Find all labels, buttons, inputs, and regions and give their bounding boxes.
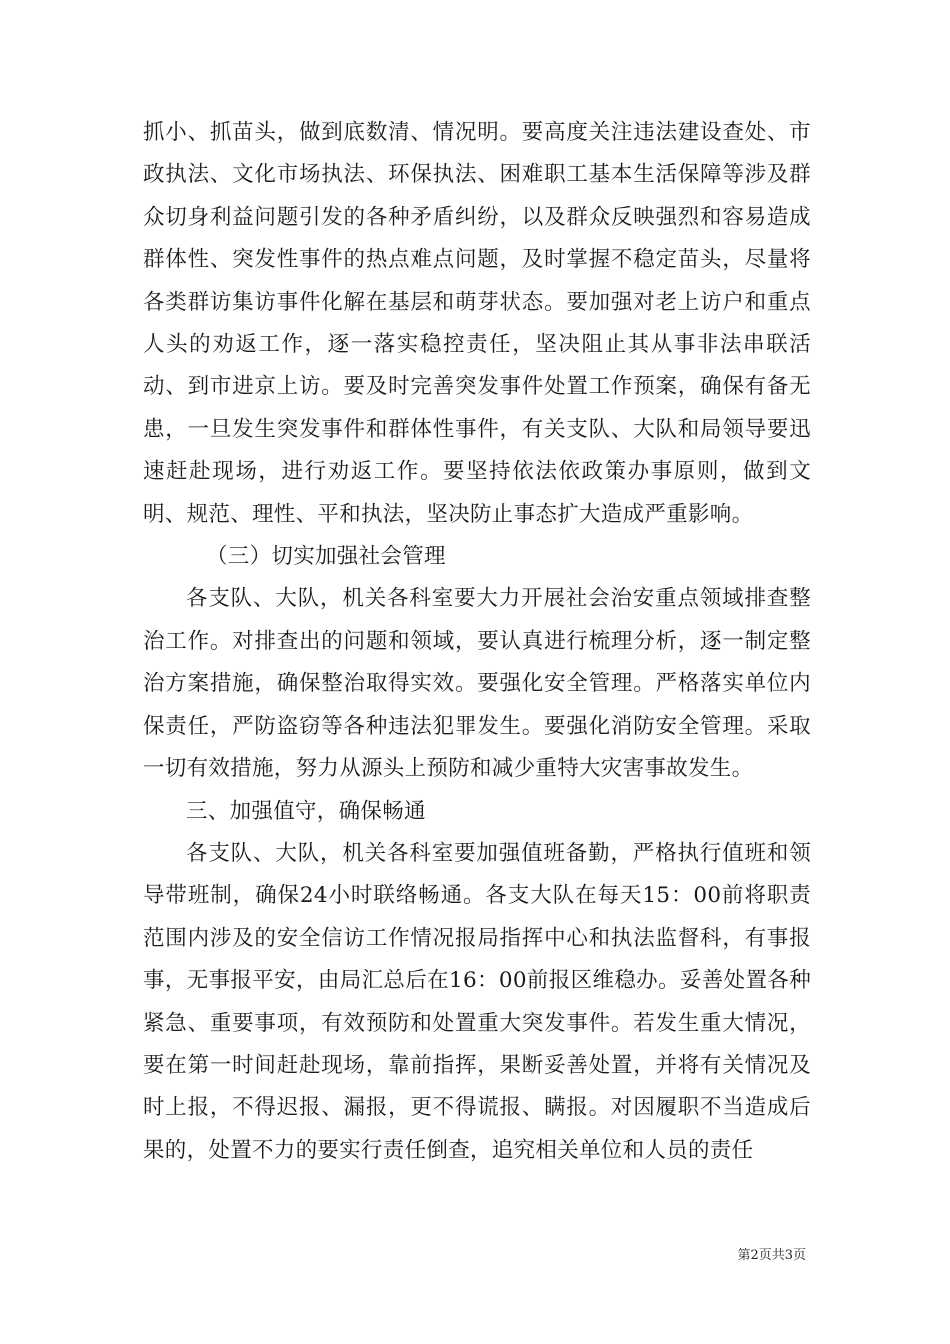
paragraph-social-management: 各支队、大队，机关各科室要大力开展社会治安重点领域排查整治工作。对排查出的问题和领域，要认真进行梳理分析，逐一制定整治方案措施，确保整治取得实效。要强化安全管理。严格落实单位内保责任，严防盗窃等各种违法犯罪发生。要强化消防安全管理。采取一切有效措施，努力从源头上预防和减少重特大灾害事故发生。 — [143, 586, 811, 782]
paragraph-duty-watch: 各支队、大队，机关各科室要加强值班备勤，严格执行值班和领导带班制，确保24小时联络畅通。各支大队在每天15：00前将职责范围内涉及的安全信访工作情况报局指挥中心和执法监督科，有事报事，无事报平安，由局汇总后在16：00前报区维稳办。妥善处置各种紧急、重要事项，有效预防和处置重大突发事件。若发生重大情况，要在第一时间赶赴现场，靠前指挥，果断妥善处置，并将有关情况及时上报，不得迟报、漏报，更不得谎报、瞒报。对因履职不当造成后果的，处置不力的要实行责任倒查，追究相关单位和人员的责任 — [143, 840, 811, 1163]
page-number: 第2页共3页 — [737, 1248, 806, 1263]
heading-duty-watch: 三、加强值守，确保畅通 — [186, 798, 426, 824]
paragraph-continuation: 抓小、抓苗头，做到底数清、情况明。要高度关注违法建设查处、市政执法、文化市场执法、环保执法、困难职工基本生活保障等涉及群众切身利益问题引发的各种矛盾纠纷，以及群众反映强烈和容易造成群体性、突发性事件的热点难点问题，及时掌握不稳定苗头，尽量将各类群访集访事件化解在基层和萌芽状态。要加强对老上访户和重点人头的劝返工作，逐一落实稳控责任，坚决阻止其从事非法串联活动、到市进京上访。要及时完善突发事件处置工作预案，确保有备无患，一旦发生突发事件和群体性事件，有关支队、大队和局领导要迅速赶赴现场，进行劝返工作。要坚持依法依政策办事原则，做到文明、规范、理性、平和执法，坚决防止事态扩大造成严重影响。 — [143, 120, 811, 527]
sub-heading-social-management: （三）切实加强社会管理 — [206, 544, 446, 570]
document-body — [143, 112, 811, 1172]
